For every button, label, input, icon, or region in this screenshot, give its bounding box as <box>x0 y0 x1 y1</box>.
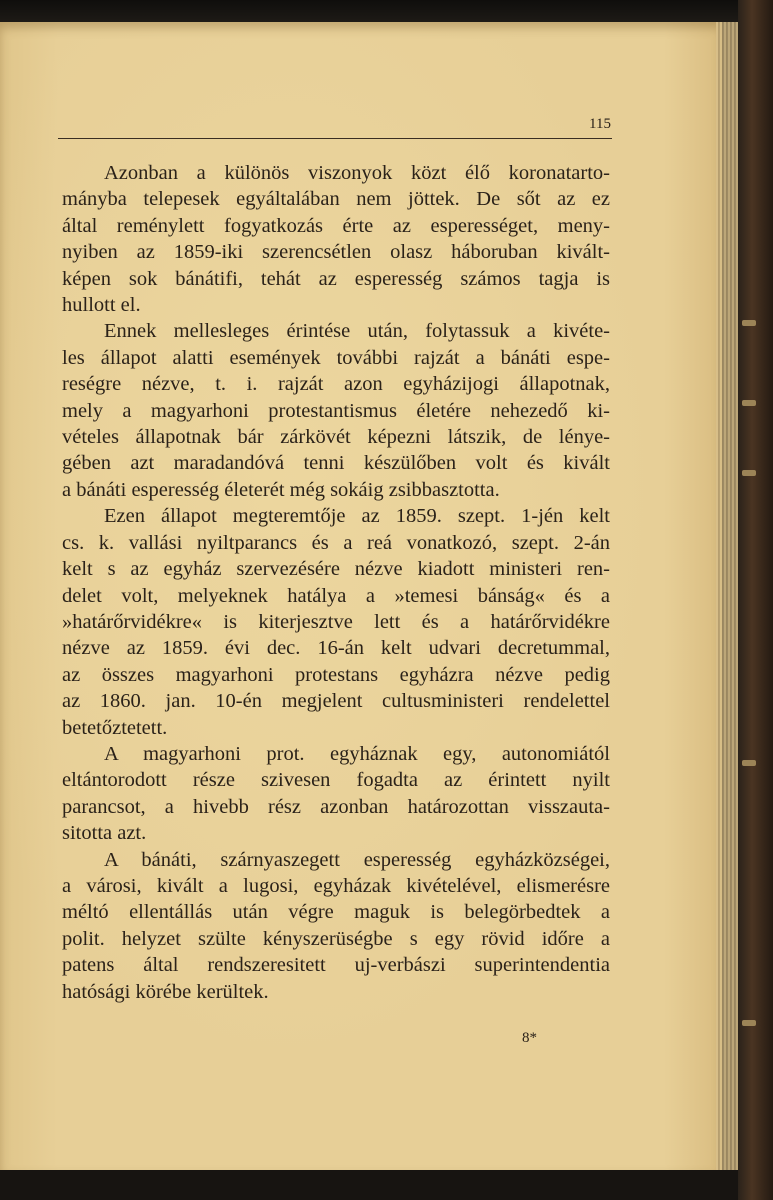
text-line: a városi, kivált a lugosi, egyházak kivételével, elismerésre <box>62 874 610 897</box>
cover-ornament <box>742 320 756 326</box>
text-line: A magyarhoni prot. egyháznak egy, autonomiától <box>104 742 610 765</box>
scan-top-edge <box>0 0 773 22</box>
paragraph <box>62 503 610 741</box>
text-line: hatósági körébe kerültek. <box>62 980 269 1003</box>
text-line: a bánáti esperesség életerét még sokáig zsibbasztotta. <box>62 478 500 501</box>
text-line: betetőztetett. <box>62 716 168 739</box>
text-line: sitotta azt. <box>62 822 147 845</box>
paragraph <box>62 160 610 318</box>
signature-mark: 8* <box>522 1030 537 1046</box>
cover-ornament <box>742 400 756 406</box>
text-line: eltántorodott része szivesen fogadta az érintett nyilt <box>62 769 610 792</box>
text-line: mely a magyarhoni protestantismus életére nehezedő ki- <box>62 399 610 422</box>
scan-bottom-edge <box>0 1170 738 1200</box>
paragraph <box>62 847 610 1005</box>
text-line: »határőrvidékre« is kiterjesztve lett és a határőrvidékre <box>62 610 610 633</box>
text-line: Ennek mellesleges érintése után, folytassuk a kivéte- <box>104 320 610 343</box>
text-line: A bánáti, szárnyaszegett esperesség egyházközségei, <box>104 848 610 871</box>
text-line: kelt s az egyház szervezésére nézve kiadott ministeri ren- <box>62 558 610 581</box>
text-line: vételes állapotnak bár zárkövét képezni látszik, de lénye- <box>62 426 610 449</box>
paragraph <box>62 741 610 847</box>
cover-ornament <box>742 760 756 766</box>
text-line: Azonban a különös viszonyok közt élő koronatarto- <box>104 162 610 184</box>
text-line: az összes magyarhoni protestans egyházra nézve pedig <box>62 663 610 686</box>
text-line: méltó ellentállás után végre maguk is belegörbedtek a <box>62 901 610 924</box>
text-line: reségre nézve, t. i. rajzát azon egyházijogi állapotnak, <box>62 373 610 396</box>
text-line: delet volt, melyeknek hatálya a »temesi bánság« és a <box>62 584 610 607</box>
text-line: az 1860. jan. 10-én megjelent cultusministeri rendelettel <box>62 690 610 713</box>
text-line: által reménylett fogyatkozás érte az esperességet, meny- <box>62 214 610 237</box>
text-line: nyiben az 1859-iki szerencsétlen olasz háboruban kivált- <box>62 241 610 264</box>
cover-ornament <box>742 470 756 476</box>
text-line: polit. helyzet szülte kényszerüségbe s egy rövid időre a <box>62 927 610 950</box>
text-line: patens által rendszeresitett uj-verbászi superintendentia <box>62 954 610 977</box>
text-line: les állapot alatti események további rajzát a bánáti espe- <box>62 346 610 369</box>
text-line: mányba telepesek egyáltalában nem jöttek. De sőt az ez <box>62 188 610 211</box>
text-line: képen sok bánátifi, tehát az esperesség számos tagja is <box>62 267 610 290</box>
text-line: hullott el. <box>62 294 141 317</box>
header-rule <box>58 138 612 139</box>
cover-ornament <box>742 1020 756 1026</box>
text-line: nézve az 1859. évi dec. 16-án kelt udvari decretummal, <box>62 637 610 660</box>
text-body <box>62 160 610 1005</box>
text-line: parancsot, a hivebb rész azonban határozottan visszauta- <box>62 795 610 818</box>
page-edges <box>716 22 738 1170</box>
paragraph <box>62 318 610 503</box>
page-number: 115 <box>589 116 611 132</box>
text-line: gében azt maradandóvá tenni készülőben volt és kivált <box>62 452 610 475</box>
text-line: Ezen állapot megteremtője az 1859. szept. 1-jén kelt <box>104 505 610 528</box>
text-line: cs. k. vallási nyiltparancs és a reá vonatkozó, szept. 2-án <box>62 531 610 554</box>
